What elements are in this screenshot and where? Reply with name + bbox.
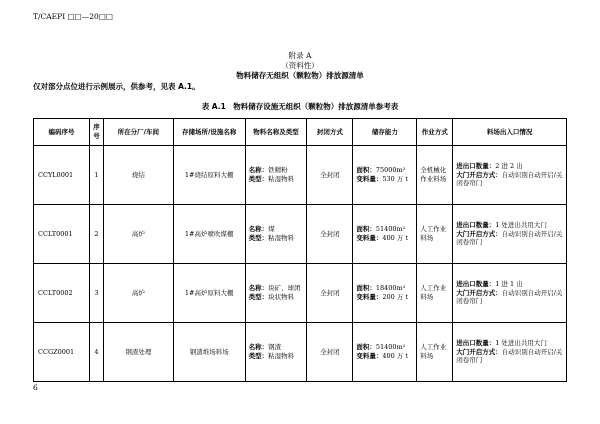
cell-closure: 全封闭 xyxy=(307,205,353,264)
emission-source-table xyxy=(33,118,567,382)
header-no: 序号 xyxy=(89,119,103,146)
cell-operation: 人工作业料场 xyxy=(417,264,453,323)
door-mode: 自动识别自动开启/关闭卷帘门 xyxy=(456,288,563,306)
material-type: 块状物料 xyxy=(268,293,295,301)
header-capacity: 储存能力 xyxy=(353,119,417,146)
cell-capacity xyxy=(353,146,417,205)
entrance-count-label: 进出口数量： xyxy=(456,338,496,347)
entrance-count: 1 处进出共用大门 xyxy=(495,220,547,229)
table-row xyxy=(34,323,567,382)
capacity-value: 400 万 t xyxy=(382,234,409,242)
cell-workshop: 高炉 xyxy=(103,264,173,323)
cell-capacity xyxy=(353,323,417,382)
cell-code: CCLT0002 xyxy=(34,264,90,323)
header-closure: 封闭方式 xyxy=(307,119,353,146)
capacity-label: 变料量： xyxy=(356,293,383,301)
material-name-label: 名称： xyxy=(248,343,269,352)
cell-facility: 1#烧结原料大棚 xyxy=(173,146,245,205)
entrance-count-label: 进出口数量： xyxy=(456,220,496,229)
cell-facility: 1#高炉喷吹煤棚 xyxy=(173,205,245,264)
material-name-label: 名称： xyxy=(248,225,269,234)
cell-no: 2 xyxy=(89,205,103,264)
table-row xyxy=(34,264,567,323)
material-name: 煤 xyxy=(268,225,275,234)
cell-code: CCGZ0001 xyxy=(34,323,90,382)
door-mode: 自动识别自动开启/关闭卷帘门 xyxy=(456,229,563,247)
area-label: 面积： xyxy=(356,284,376,293)
table-row xyxy=(34,146,567,205)
cell-code: CCLT0001 xyxy=(34,205,90,264)
cell-workshop: 钢渣处理 xyxy=(103,323,173,382)
appendix-nature: （资料性） xyxy=(281,61,319,70)
cell-entrance xyxy=(453,205,567,264)
cell-entrance xyxy=(453,264,567,323)
cell-facility: 钢渣堆场料场 xyxy=(173,323,245,382)
cell-closure: 全封闭 xyxy=(307,264,353,323)
table-caption: 表 A.1 物料储存设施无组织（颗粒物）排放源清单参考表 xyxy=(201,102,399,111)
capacity-value: 200 万 t xyxy=(382,293,409,301)
door-mode: 自动识别自动开启/关闭卷帘门 xyxy=(456,170,563,188)
area-label: 面积： xyxy=(356,225,376,234)
cell-closure: 全封闭 xyxy=(307,323,353,382)
area-label: 面积： xyxy=(356,343,376,352)
door-mode-label: 大门开启方式： xyxy=(456,229,502,238)
capacity-label: 变料量： xyxy=(356,175,383,183)
material-type: 粘湿物料 xyxy=(268,352,295,360)
capacity-value: 530 万 t xyxy=(382,175,409,183)
cell-workshop: 高炉 xyxy=(103,205,173,264)
cell-closure: 全封闭 xyxy=(307,146,353,205)
material-name-label: 名称： xyxy=(248,284,269,293)
header-facility: 存储场所/设施名称 xyxy=(173,119,245,146)
cell-material xyxy=(245,205,307,264)
appendix-title: 附录 A xyxy=(288,51,312,60)
table-header-row xyxy=(34,119,567,146)
area-value: 51400m² xyxy=(375,343,406,352)
material-type-label: 类型： xyxy=(248,234,269,242)
header-material: 物料名称及类型 xyxy=(245,119,307,146)
intro-text: 仅对部分点位进行示例展示，供参考，见表 A.1。 xyxy=(33,82,200,91)
capacity-label: 变料量： xyxy=(356,352,383,360)
cell-operation: 人工作业料场 xyxy=(417,205,453,264)
material-type: 粘湿物料 xyxy=(268,234,295,242)
material-name-label: 名称： xyxy=(248,166,269,175)
table-row xyxy=(34,205,567,264)
entrance-count: 1 处进出共用大门 xyxy=(495,338,547,347)
document-code: T/CAEPI □□—20□□ xyxy=(33,12,113,21)
cell-entrance xyxy=(453,146,567,205)
page-number: 6 xyxy=(33,383,38,392)
cell-no: 1 xyxy=(89,146,103,205)
material-type-label: 类型： xyxy=(248,293,269,301)
entrance-count: 1 进 1 出 xyxy=(495,279,523,288)
area-value: 51400m² xyxy=(375,225,406,234)
material-name: 钢渣 xyxy=(268,343,282,352)
header-code: 编码序号 xyxy=(34,119,90,146)
capacity-value: 400 万 t xyxy=(382,352,409,360)
header-entrance: 料场出入口情况 xyxy=(453,119,567,146)
cell-workshop: 烧结 xyxy=(103,146,173,205)
cell-material xyxy=(245,146,307,205)
cell-facility: 1#高炉原料大棚 xyxy=(173,264,245,323)
door-mode-label: 大门开启方式： xyxy=(456,288,502,297)
entrance-count-label: 进出口数量： xyxy=(456,161,496,170)
capacity-label: 变料量： xyxy=(356,234,383,242)
cell-no: 4 xyxy=(89,323,103,382)
cell-code: CCYL0001 xyxy=(34,146,90,205)
cell-operation: 人工作业料场 xyxy=(417,323,453,382)
appendix-subtitle: 物料储存无组织（颗粒物）排放源清单 xyxy=(236,71,364,80)
material-name: 铁精粉 xyxy=(268,166,288,175)
cell-operation: 全机械化作业料场 xyxy=(417,146,453,205)
header-workshop: 所在分厂/车间 xyxy=(103,119,173,146)
door-mode-label: 大门开启方式： xyxy=(456,347,502,356)
entrance-count-label: 进出口数量： xyxy=(456,279,496,288)
entrance-count: 2 进 2 出 xyxy=(495,161,523,170)
material-type-label: 类型： xyxy=(248,175,269,183)
cell-no: 3 xyxy=(89,264,103,323)
cell-material xyxy=(245,264,307,323)
area-value: 75000m² xyxy=(375,166,406,175)
material-name: 块矿、球团 xyxy=(268,284,301,293)
door-mode: 自动识别自动开启/关闭卷帘门 xyxy=(456,347,563,365)
header-operation: 作业方式 xyxy=(417,119,453,146)
cell-capacity xyxy=(353,205,417,264)
material-type: 粘湿物料 xyxy=(268,175,295,183)
material-type-label: 类型： xyxy=(248,352,269,360)
area-value: 18400m² xyxy=(375,284,406,293)
door-mode-label: 大门开启方式： xyxy=(456,170,502,179)
cell-entrance xyxy=(453,323,567,382)
area-label: 面积： xyxy=(356,166,376,175)
cell-capacity xyxy=(353,264,417,323)
cell-material xyxy=(245,323,307,382)
